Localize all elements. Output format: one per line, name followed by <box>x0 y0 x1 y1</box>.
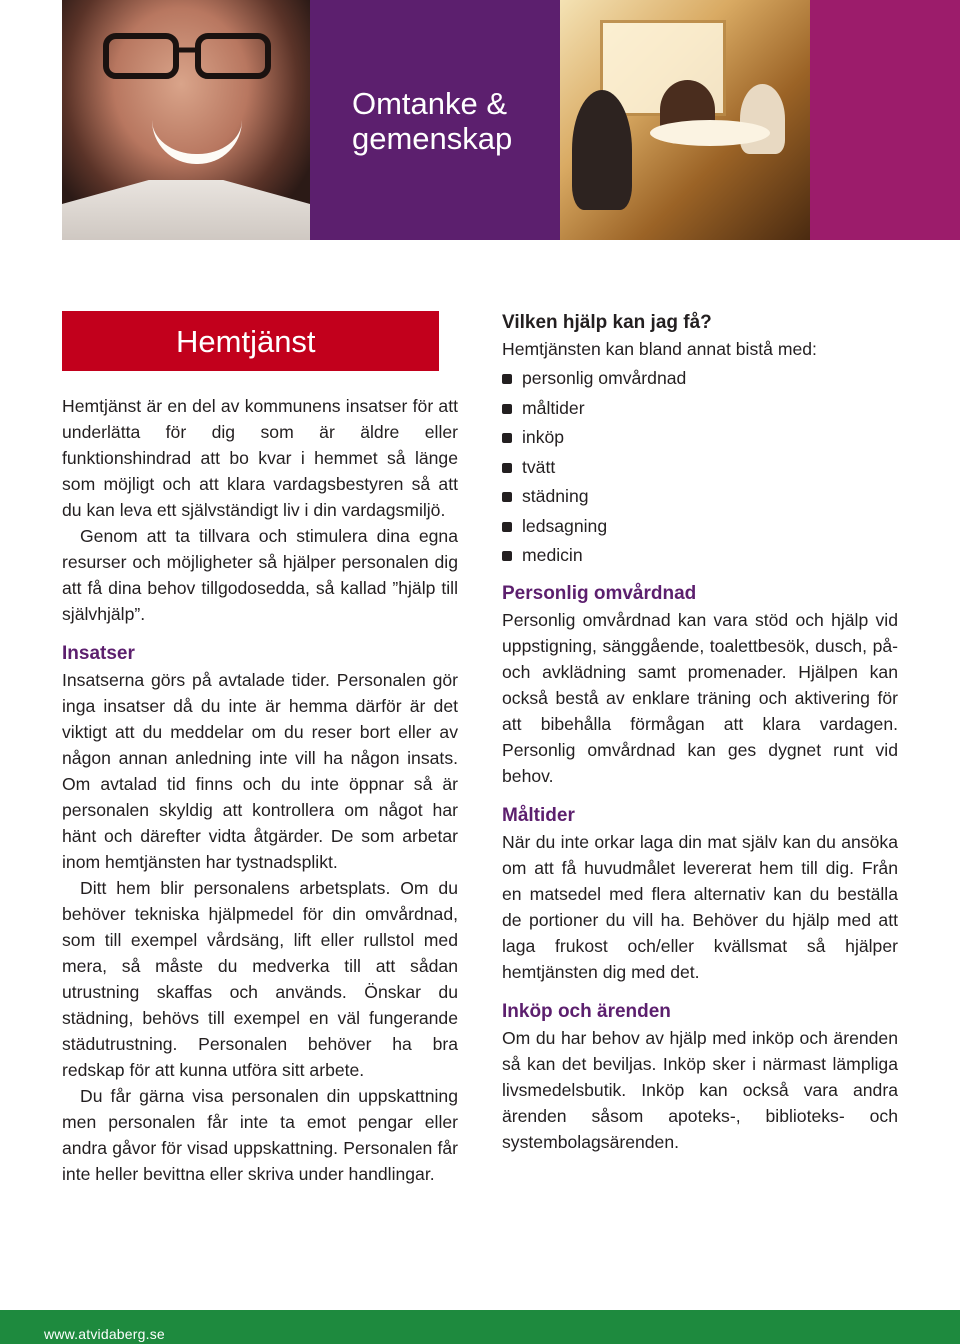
square-bullet-icon <box>502 404 512 414</box>
side-color-band <box>810 0 960 240</box>
heading-personlig-omvardnad: Personlig omvårdnad <box>502 582 697 604</box>
list-item: tvätt <box>502 453 898 483</box>
person-shape <box>740 84 785 154</box>
title-band <box>310 0 560 240</box>
insatser-paragraph: Du får gärna visa personalen din uppskattning men personalen får inte ta emot pengar eller andra gåvor för visad uppskattning. Personalen får inte heller bevittna eller skriva under handlingar. <box>62 1086 458 1184</box>
list-item: ledsagning <box>502 512 898 542</box>
section-banner <box>62 311 439 371</box>
page-title: Omtanke & gemenskap <box>352 86 513 156</box>
square-bullet-icon <box>502 522 512 532</box>
square-bullet-icon <box>502 463 512 473</box>
smile-shape <box>152 120 242 164</box>
list-item: personlig omvårdnad <box>502 364 898 394</box>
photo-smiling-man <box>62 0 310 240</box>
shirt-shape <box>62 180 310 240</box>
maltider-paragraph: När du inte orkar laga din mat själv kan du ansöka om att få huvudmålet levererat hem till dig. Från en matsedel med flera alternativ kan du beställa de portioner du vill ha. Behöver du hjälp med att laga frukost och/eller kvällsmat så hjälper hemtjänsten dig med det. <box>502 831 898 982</box>
help-intro: Hemtjänsten kan bland annat bistå med: <box>502 339 817 359</box>
person-shape <box>572 90 632 210</box>
square-bullet-icon <box>502 492 512 502</box>
list-item: medicin <box>502 541 898 571</box>
table-shape <box>650 120 770 146</box>
list-item: städning <box>502 482 898 512</box>
footer-url[interactable]: www.atvidaberg.se <box>44 1326 165 1342</box>
list-item: inköp <box>502 423 898 453</box>
insatser-paragraph: Insatserna görs på avtalade tider. Personalen gör inga insatser då du inte är hemma därför är det viktigt att du meddelar om du reser bort eller av någon annan anledning inte vill ha någon insats. Om avtalad tid finns och du inte öppnar så är personalen skyldig att kontrollera om något har hänt och därefter vidta åtgärder. De som arbetar inom hemtjänsten har tystnadsplikt. <box>62 670 458 872</box>
right-column <box>502 310 898 1155</box>
footer-bar <box>0 1310 960 1344</box>
square-bullet-icon <box>502 551 512 561</box>
photo-people-at-table <box>560 0 810 240</box>
banner-title: Hemtjänst <box>176 324 316 359</box>
insatser-paragraph: Ditt hem blir personalens arbetsplats. Om du behöver tekniska hjälpmedel för din omvårdnad, som till exempel vårdsäng, lift eller rullstol med mera, så måste du medverka till att sådan utrustning skaffas och används. Önskar du städning, behövs till exempel en väl fungerande städutrustning. Personalen behöver ha bra redskap för att kunna utföra sitt arbete. <box>62 878 458 1080</box>
list-item: måltider <box>502 394 898 424</box>
heading-vilken-hjalp: Vilken hjälp kan jag få? <box>502 312 712 333</box>
left-column <box>62 393 458 1187</box>
square-bullet-icon <box>502 433 512 443</box>
intro-paragraph: Hemtjänst är en del av kommunens insatser för att underlätta för dig som är äldre eller funktionshindrad att bo kvar i hemmet så länge som möjligt och att klara vardagsbestyren så att du kan leva ett självständigt liv i din vardagsmiljö. <box>62 396 458 520</box>
intro-paragraph: Genom att ta tillvara och stimulera dina egna resurser och möjligheter så hjälper personalen dig att få dina behov tillgodosedda, så kallad ”hjälp till självhjälp”. <box>62 526 458 624</box>
omvardnad-paragraph: Personlig omvårdnad kan vara stöd och hjälp vid uppstigning, sänggående, toalettbesök, dusch, på- och avklädning samt promenader. Hjälpen kan också bestå av enklare träning och aktivering för att bibehålla förmågan att klara vardagen. Personlig omvårdnad kan ges dygnet runt vid behov. <box>502 609 898 786</box>
inkop-paragraph: Om du har behov av hjälp med inköp och ärenden så kan det beviljas. Inköp sker i närmast lämpliga livsmedelsbutik. Inköp kan också vara andra ärenden såsom apoteks-, biblioteks- och systembolagsärenden. <box>502 1027 898 1152</box>
heading-insatser: Insatser <box>62 643 135 664</box>
help-list <box>502 364 898 571</box>
heading-inkop: Inköp och ärenden <box>502 1000 671 1022</box>
glasses-shape <box>102 30 272 82</box>
square-bullet-icon <box>502 374 512 384</box>
heading-maltider: Måltider <box>502 804 575 826</box>
